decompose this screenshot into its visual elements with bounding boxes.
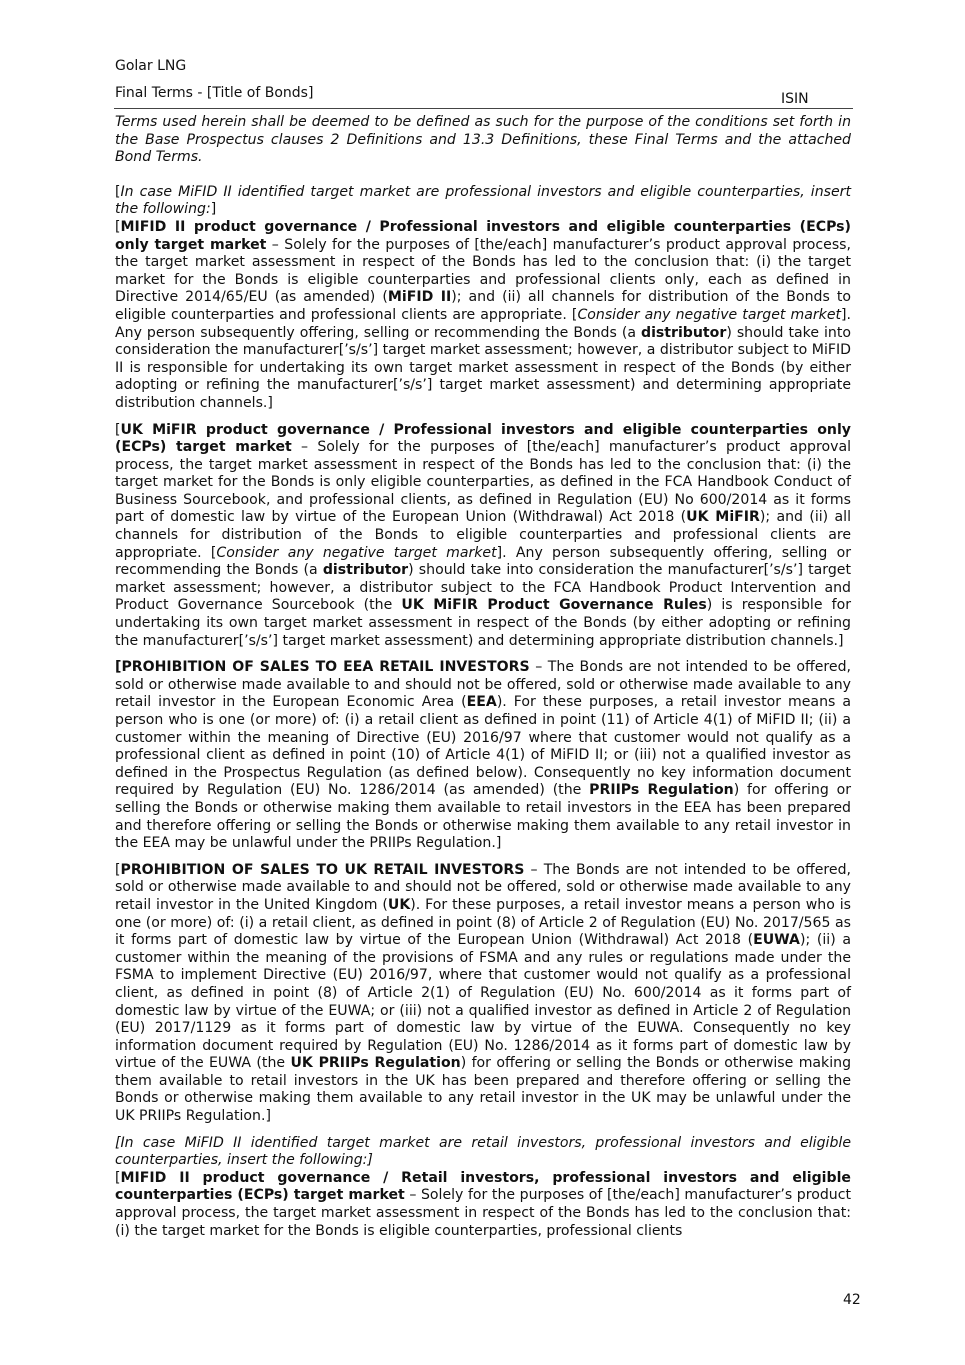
mifid-professional-heading: MIFID II product governance / Professional investors and eligible counterparties (ECPs) only target market xyxy=(115,218,851,253)
mifid-professional-note: [In case MiFID II identified target market are professional investors and eligible counterparties, insert the following:] xyxy=(115,183,851,218)
uk-mifir-professional-heading: UK MiFIR product governance / Professional investors and eligible counterparties only (ECPs) target market xyxy=(115,421,851,456)
header-isin: ISIN xyxy=(781,91,809,107)
mifid-professional-paragraph: [MIFID II product governance / Professional investors and eligible counterparties (ECPs) only target market – Solely for the purposes of [the/each] manufacturer’s product approval process, the target market assessment in respect of the Bonds has led to the conclusion that: (i) the target market for the Bonds is eligible counterparties and professional clients only, each as defined in Directive 2014/65/EU (as amended) (MiFID II); and (ii) all channels for distribution of the Bonds to eligible counterparties and professional clients are appropriate. [Consider any negative target market]. Any person subsequently offering, selling or recommending the Bonds (a distributor) should take into consideration the manufacturer[’s/s’] target market assessment; however, a distributor subject to MiFID II is responsible for undertaking its own target market assessment in respect of the Bonds (by either adopting or refining the manufacturer[’s/s’] target market assessment) and determining appropriate distribution channels.] xyxy=(115,218,852,411)
eea-retail-prohibition-paragraph: [PROHIBITION OF SALES TO EEA RETAIL INVESTORS – The Bonds are not intended to be offered, sold or otherwise made available to and should not be offered, sold or otherwise made available to any retail investor in the European Economic Area (EEA). For these purposes, a retail investor means a person who is one (or more) of: (i) a retail client as defined in point (11) of Article 4(1) of MiFID II; (ii) a customer within the meaning of Directive (EU) 2016/97 where that customer would not qualify as a professional client as defined in point (10) of Article 4(1) of MiFID II; or (iii) not a qualified investor as defined in the Prospectus Regulation (as defined below). Consequently no key information document required by Regulation (EU) No. 1286/2014 (as amended) (the PRIIPs Regulation) for offering or selling the Bonds or otherwise making them available to retail investors in the EEA has been prepared and therefore offering or selling the Bonds or otherwise making them available to any retail investor in the EEA may be unlawful under the PRIIPs Regulation.] xyxy=(115,659,852,852)
uk-mifir-professional-paragraph: [UK MiFIR product governance / Professional investors and eligible counterparties only (ECPs) target market – Solely for the purposes of [the/each] manufacturer’s product approval process, the target market assessment in respect of the Bonds has led to the conclusion that: (i) the target market for the Bonds is only eligible counterparties, as defined in the FCA Handbook Conduct of Business Sourcebook, and professional clients, as defined in Regulation (EU) No 600/2014 as it forms part of domestic law by virtue of the European Union (Withdrawal) Act 2018 (UK MiFIR); and (ii) all channels for distribution of the Bonds to eligible counterparties and professional clients are appropriate. [Consider any negative target market]. Any person subsequently offering, selling or recommending the Bonds (a distributor) should take into consideration the manufacturer[’s/s’] target market assessment; however, a distributor subject to the FCA Handbook Product Intervention and Product Governance Sourcebook (the UK MiFIR Product Governance Rules) is responsible for undertaking its own target market assessment in respect of the Bonds (by either adopting or refining the manufacturer[’s/s’] target market assessment) and determining appropriate distribution channels.] xyxy=(115,421,852,649)
mifid-retail-note: [In case MiFID II identified target market are retail investors, professional investors and eligible counterparties, insert the following:] xyxy=(115,1134,851,1169)
header-company: Golar LNG xyxy=(115,58,187,74)
mifid-retail-paragraph: [MIFID II product governance / Retail investors, professional investors and eligible counterparties (ECPs) target market – Solely for the purposes of [the/each] manufacturer’s product approval process, the target market assessment in respect of the Bonds has led to the conclusion that: (i) the target market for the Bonds is eligible counterparties, professional clients xyxy=(115,1169,851,1239)
header-title: Final Terms - [Title of Bonds] xyxy=(115,85,314,101)
body-content xyxy=(115,114,851,1240)
uk-retail-prohibition-paragraph: [PROHIBITION OF SALES TO UK RETAIL INVESTORS – The Bonds are not intended to be offered, sold or otherwise made available to and should not be offered, sold or otherwise made available to any retail investor in the United Kingdom (UK). For these purposes, a retail investor means a person who is one (or more) of: (i) a retail client, as defined in point (8) of Article 2 of Regulation (EU) No. 2017/565 as it forms part of domestic law by virtue of the European Union (Withdrawal) Act 2018 (EUWA); (ii) a customer within the meaning of the provisions of FSMA and any rules or regulations made under the FSMA to implement Directive (EU) 2016/97, where that customer would not qualify as a professional client, as defined in point (8) of Article 2(1) of Regulation (EU) No. 600/2014 as it forms part of domestic law by virtue of the EUWA; or (iii) not a qualified investor as defined in Article 2 of Regulation (EU) 2017/1129 as it forms part of domestic law by virtue of the EUWA. Consequently no key information document required by Regulation (EU) No. 1286/2014 as it forms part of domestic law by virtue of the EUWA (the UK PRIIPs Regulation) for offering or selling the Bonds or otherwise making them available to retail investors in the UK has been prepared and therefore offering or selling the Bonds or otherwise making them available to any retail investor in the UK may be unlawful under the UK PRIIPs Regulation.] xyxy=(115,861,852,1125)
uk-retail-prohibition-heading: PROHIBITION OF SALES TO UK RETAIL INVESTORS xyxy=(120,861,525,878)
intro-paragraph: Terms used herein shall be deemed to be defined as such for the purpose of the conditions set forth in the Base Prospectus clauses 2 Definitions and 13.3 Definitions, these Final Terms and the attached Bond Terms. xyxy=(115,114,851,166)
header-divider xyxy=(114,108,853,109)
page-number: 42 xyxy=(843,1292,861,1308)
eea-retail-prohibition-heading: [PROHIBITION OF SALES TO EEA RETAIL INVESTORS xyxy=(115,659,530,676)
mifid-retail-heading: MIFID II product governance / Retail investors, professional investors and eligible counterparties (ECPs) target market xyxy=(115,1169,851,1204)
